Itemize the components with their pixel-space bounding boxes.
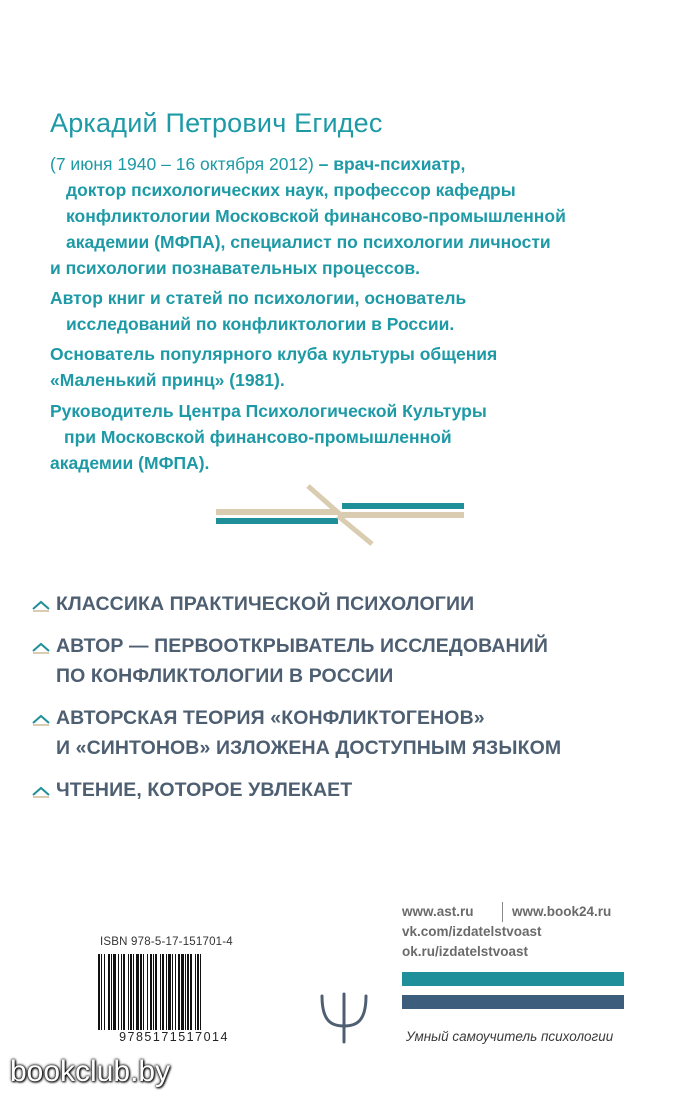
barcode-bar — [162, 954, 164, 1030]
bio-line: и психологии познавательных процессов. — [50, 258, 421, 278]
barcode-bar — [181, 954, 184, 1030]
barcode-bar — [98, 954, 100, 1030]
link-ast[interactable]: www.ast.ru — [402, 904, 474, 919]
book-bullet-icon — [32, 786, 50, 798]
author-name: Аркадий Петрович Егидес — [50, 108, 383, 138]
barcode-bar — [150, 954, 152, 1030]
barcode-bar — [140, 954, 142, 1030]
book-bullet-icon — [32, 642, 50, 654]
feature-item: АВТОРСКАЯ ТЕОРИЯ «КОНФЛИКТОГЕНОВ» — [56, 707, 485, 729]
barcode-bar — [155, 954, 157, 1030]
series-stripe-teal — [402, 972, 624, 986]
barcode-bar — [195, 954, 196, 1030]
link-ok[interactable]: ok.ru/izdatelstvoast — [402, 944, 529, 959]
bio-line: Основатель популярного клуба культуры общения — [50, 344, 498, 364]
feature-item: КЛАССИКА ПРАКТИЧЕСКОЙ ПСИХОЛОГИИ — [56, 593, 475, 615]
barcode-bar — [197, 954, 199, 1030]
barcode-bar — [178, 954, 180, 1030]
watermark: bookclub.by — [10, 1055, 171, 1088]
bio-line: при Московской финансово-промышленной — [64, 427, 452, 447]
barcode-bar — [168, 954, 171, 1030]
barcode-bar — [143, 954, 144, 1030]
barcode-bar — [118, 954, 119, 1030]
bio-line: исследований по конфликтологии в России. — [66, 314, 455, 334]
bio-line: «Маленький принц» (1981). — [50, 370, 285, 390]
barcode — [96, 954, 252, 1030]
isbn-label: ISBN 978-5-17-151701-4 — [100, 936, 233, 948]
bio-line: доктор психологических наук, профессор кафедры — [66, 180, 516, 200]
barcode-bar — [101, 954, 102, 1030]
barcode-bar — [128, 954, 129, 1030]
barcode-bar — [133, 954, 134, 1030]
barcode-number: 9785171517014 — [119, 1030, 229, 1044]
feature-item: ЧТЕНИЕ, КОТОРОЕ УВЛЕКАЕТ — [56, 779, 353, 801]
link-separator — [502, 902, 503, 922]
barcode-bar — [121, 954, 122, 1030]
bio-line: академии (МФПА). — [50, 453, 210, 473]
feature-item: И «СИНТОНОВ» ИЗЛОЖЕНА ДОСТУПНЫМ ЯЗЫКОМ — [56, 737, 562, 759]
barcode-bar — [123, 954, 125, 1030]
link-book24[interactable]: www.book24.ru — [512, 904, 612, 919]
barcode-bar — [130, 954, 132, 1030]
book-bullet-icon — [32, 600, 50, 612]
barcode-bar — [200, 954, 201, 1030]
bio-line: академии (МФПА), специалист по психологии личности — [66, 232, 551, 252]
barcode-bar — [136, 954, 139, 1030]
barcode-bar — [185, 954, 186, 1030]
bio-line: (7 июня 1940 – 16 октября 2012) – врач-психиатр, — [50, 154, 466, 174]
barcode-bar — [108, 954, 110, 1030]
barcode-bar — [111, 954, 112, 1030]
bio-line: конфликтологии Московской финансово-промышленной — [66, 206, 566, 226]
series-stripe-blue — [402, 995, 624, 1009]
feature-item: ПО КОНФЛИКТОЛОГИИ В РОССИИ — [56, 665, 394, 687]
barcode-bar — [190, 954, 192, 1030]
barcode-bar — [160, 954, 161, 1030]
barcode-bar — [113, 954, 116, 1030]
feature-item: АВТОР — ПЕРВООТКРЫВАТЕЛЬ ИССЛЕДОВАНИЙ — [56, 635, 548, 657]
book-bullet-icon — [32, 714, 50, 726]
barcode-bar — [153, 954, 154, 1030]
barcode-bar — [172, 954, 173, 1030]
bio-line: Автор книг и статей по психологии, основатель — [50, 288, 467, 308]
bio-line: Руководитель Центра Психологической Культуры — [50, 401, 487, 421]
psi-logo-icon — [316, 988, 372, 1044]
barcode-bar — [147, 954, 148, 1030]
decorative-arrows-divider — [216, 480, 464, 550]
barcode-bar — [104, 954, 105, 1030]
series-label: Умный самоучитель психологии — [406, 1029, 614, 1044]
barcode-bar — [175, 954, 176, 1030]
barcode-bar — [187, 954, 189, 1030]
link-vk[interactable]: vk.com/izdatelstvoast — [402, 924, 542, 939]
barcode-bar — [166, 954, 167, 1030]
